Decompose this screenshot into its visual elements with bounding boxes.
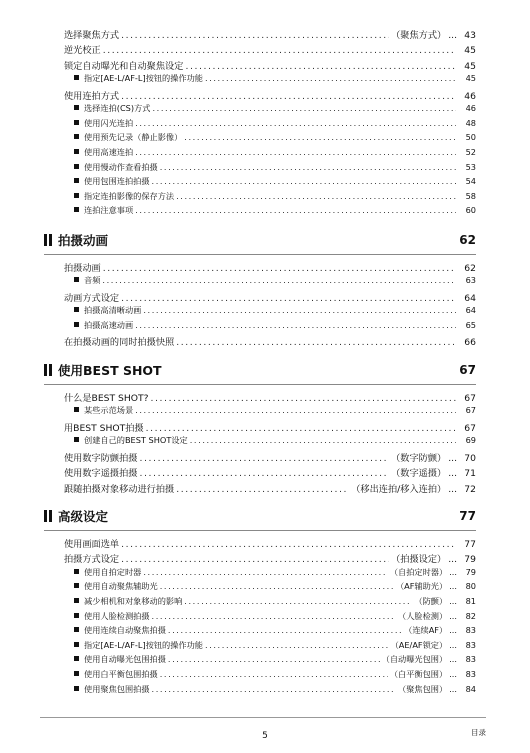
square-bullet-icon bbox=[74, 642, 79, 647]
toc-entry-page: 58 bbox=[465, 190, 476, 201]
section-header-best-shot[interactable] bbox=[44, 356, 476, 385]
dot-leader bbox=[143, 305, 456, 315]
toc-entry-label: 使用数字防颤拍摄 bbox=[64, 452, 138, 464]
toc-entry-page: 48 bbox=[465, 117, 476, 128]
dot-leader-short: ... bbox=[449, 683, 457, 694]
toc-entry-note: （人脸检测） bbox=[398, 610, 448, 621]
dot-leader-short: ... bbox=[449, 595, 457, 606]
toc-entry-page: 84 bbox=[465, 683, 476, 694]
square-bullet-icon bbox=[74, 134, 79, 139]
dot-leader-short: ... bbox=[449, 654, 457, 665]
toc-entry-page: 83 bbox=[465, 639, 476, 650]
toc-entry-label: 指定连拍影像的保存方法 bbox=[84, 190, 175, 201]
square-bullet-icon bbox=[74, 193, 79, 198]
toc-entry[interactable] bbox=[44, 162, 476, 177]
toc-entry-label: 使用连续自动聚焦拍摄 bbox=[84, 625, 166, 636]
toc-entry[interactable] bbox=[44, 118, 476, 133]
dot-leader bbox=[184, 596, 412, 606]
dot-leader-short: ... bbox=[449, 566, 457, 577]
square-bullet-icon bbox=[74, 322, 79, 327]
dot-leader-short: ... bbox=[448, 483, 457, 495]
toc-entry-page: 65 bbox=[465, 319, 476, 330]
toc-entry-label: 动画方式设定 bbox=[64, 292, 120, 304]
page-number: 5 bbox=[262, 731, 268, 741]
dot-leader bbox=[121, 554, 389, 565]
toc-entry-note: （白平衡包围） bbox=[389, 668, 448, 679]
toc-entry-page: 62 bbox=[464, 262, 476, 274]
toc-entry-label: 选择聚焦方式 bbox=[64, 30, 120, 41]
dot-leader bbox=[103, 45, 456, 56]
toc-entry-label: 使用慢动作查看拍摄 bbox=[84, 161, 158, 172]
footer-divider bbox=[40, 717, 486, 718]
square-bullet-icon bbox=[74, 105, 79, 110]
toc-entry-page: 66 bbox=[464, 337, 476, 349]
toc-entry-label: 使用自动曝光包围拍摄 bbox=[84, 654, 166, 665]
toc-entry-note: （自拍定时器） bbox=[389, 566, 448, 577]
toc-group-movie bbox=[44, 260, 476, 350]
dot-leader bbox=[151, 393, 457, 404]
dot-leader-short: ... bbox=[449, 668, 457, 679]
toc-entry-page: 52 bbox=[465, 146, 476, 157]
toc-entry[interactable] bbox=[44, 669, 476, 684]
toc-entry-label: 使用白平衡包围拍摄 bbox=[84, 668, 158, 679]
toc-entry-page: 64 bbox=[465, 305, 476, 316]
dot-leader bbox=[160, 581, 394, 591]
section-title: 使用BEST SHOT bbox=[58, 362, 162, 378]
toc-entry-page: 79 bbox=[465, 566, 476, 577]
toc-entry-note: （移出连拍/移入连拍） bbox=[351, 483, 447, 495]
dot-leader bbox=[185, 61, 456, 72]
toc-entry[interactable] bbox=[44, 625, 476, 640]
toc-group-advanced bbox=[44, 536, 476, 698]
toc-entry[interactable] bbox=[44, 88, 476, 103]
square-bullet-icon bbox=[74, 686, 79, 691]
dot-leader bbox=[168, 625, 402, 635]
toc-entry-page: 71 bbox=[464, 468, 476, 480]
section-marker-icon bbox=[49, 364, 52, 376]
toc-entry-note: （防颤） bbox=[414, 595, 448, 606]
toc-entry-label: 连拍注意事项 bbox=[84, 205, 134, 216]
square-bullet-icon bbox=[74, 307, 79, 312]
square-bullet-icon bbox=[74, 407, 79, 412]
dot-leader bbox=[152, 611, 397, 621]
toc-entry-page: 72 bbox=[464, 483, 476, 495]
toc-entry-page: 70 bbox=[464, 452, 476, 464]
toc-entry[interactable] bbox=[44, 27, 476, 42]
toc-entry-note: （连续AF） bbox=[404, 625, 448, 636]
toc-entry-label: 使用包围连拍拍摄 bbox=[84, 176, 150, 187]
toc-entry-page: 67 bbox=[465, 405, 476, 416]
section-page: 67 bbox=[459, 362, 476, 377]
toc-entry-label: 逆光校正 bbox=[64, 45, 101, 57]
toc-entry-label: 在拍摄动画的同时拍摄快照 bbox=[64, 337, 175, 349]
square-bullet-icon bbox=[74, 75, 79, 80]
dot-leader bbox=[121, 91, 456, 102]
toc-entry-page: 53 bbox=[465, 161, 476, 172]
dot-leader bbox=[152, 103, 456, 113]
dot-leader bbox=[121, 30, 389, 41]
section-marker-icon bbox=[49, 234, 52, 246]
toc-entry-label: 什么是BEST SHOT? bbox=[64, 392, 149, 404]
toc-entry-page: 82 bbox=[465, 610, 476, 621]
toc-entry-label: 跟随拍摄对象移动进行拍摄 bbox=[64, 483, 175, 495]
dot-leader bbox=[103, 263, 456, 274]
toc-entry-note: （拍摄设定） bbox=[391, 554, 447, 566]
square-bullet-icon bbox=[74, 164, 79, 169]
dot-leader bbox=[190, 435, 456, 445]
dot-leader bbox=[176, 191, 456, 201]
toc-entry[interactable] bbox=[44, 176, 476, 191]
section-title: 拍摄动画 bbox=[58, 232, 109, 248]
toc-entry[interactable] bbox=[44, 58, 476, 73]
toc-entry-label: 使用画面选单 bbox=[64, 539, 120, 550]
dot-leader-short: ... bbox=[449, 610, 457, 621]
dot-leader bbox=[205, 640, 389, 650]
dot-leader bbox=[135, 147, 456, 157]
section-title: 高级设定 bbox=[58, 509, 109, 524]
toc-entry[interactable] bbox=[44, 481, 476, 496]
dot-leader bbox=[160, 162, 456, 172]
toc-entry-label: 使用人脸检测拍摄 bbox=[84, 610, 150, 621]
square-bullet-icon bbox=[74, 149, 79, 154]
table-of-contents bbox=[44, 27, 476, 698]
toc-entry[interactable] bbox=[44, 334, 476, 349]
toc-entry-page: 83 bbox=[465, 625, 476, 636]
toc-entry[interactable] bbox=[44, 435, 476, 450]
toc-entry-label: 指定[AE-L/AF-L]按钮的操作功能 bbox=[84, 73, 203, 84]
dot-leader bbox=[121, 539, 456, 550]
dot-leader bbox=[135, 118, 456, 128]
toc-entry-page: 43 bbox=[464, 30, 476, 41]
toc-entry[interactable] bbox=[44, 450, 476, 465]
square-bullet-icon bbox=[74, 583, 79, 588]
dot-leader bbox=[176, 484, 349, 495]
toc-entry[interactable] bbox=[44, 290, 476, 305]
toc-entry-label: 使用自动聚焦辅助光 bbox=[84, 581, 158, 592]
toc-entry[interactable] bbox=[44, 465, 476, 480]
toc-entry-page: 60 bbox=[465, 205, 476, 216]
toc-entry-label: 指定[AE-L/AF-L]按钮的操作功能 bbox=[84, 639, 203, 650]
square-bullet-icon bbox=[74, 277, 79, 282]
dot-leader bbox=[160, 669, 388, 679]
square-bullet-icon bbox=[74, 627, 79, 632]
section-marker-icon bbox=[44, 510, 47, 522]
toc-entry-page: 45 bbox=[465, 73, 476, 84]
dot-leader bbox=[140, 453, 390, 464]
toc-entry[interactable] bbox=[44, 596, 476, 611]
toc-entry-page: 67 bbox=[464, 422, 476, 434]
toc-entry[interactable] bbox=[44, 305, 476, 320]
dot-leader bbox=[135, 405, 456, 415]
toc-entry-label: 选择连拍(CS)方式 bbox=[84, 103, 151, 114]
toc-entry[interactable] bbox=[44, 567, 476, 582]
toc-entry[interactable] bbox=[44, 132, 476, 147]
dot-leader-short: ... bbox=[448, 452, 457, 464]
square-bullet-icon bbox=[74, 613, 79, 618]
toc-entry-label: 音频 bbox=[84, 275, 101, 286]
toc-entry-page: 80 bbox=[465, 581, 476, 592]
toc-entry-page: 46 bbox=[465, 103, 476, 114]
section-page: 77 bbox=[459, 509, 476, 523]
square-bullet-icon bbox=[74, 569, 79, 574]
toc-entry[interactable] bbox=[44, 320, 476, 335]
square-bullet-icon bbox=[74, 207, 79, 212]
dot-leader bbox=[168, 654, 380, 664]
dot-leader bbox=[135, 320, 456, 330]
toc-entry-label: 拍摄方式设定 bbox=[64, 554, 120, 566]
toc-entry-label: 减少相机和对象移动的影响 bbox=[84, 595, 183, 606]
toc-entry-label: 用BEST SHOT拍摄 bbox=[64, 422, 144, 434]
toc-entry-page: 54 bbox=[465, 176, 476, 187]
toc-entry[interactable] bbox=[44, 684, 476, 699]
toc-entry[interactable] bbox=[44, 205, 476, 220]
toc-entry-label: 使用预先记录（静止影像） bbox=[84, 132, 183, 143]
toc-group-best-shot bbox=[44, 390, 476, 496]
section-marker-icon bbox=[49, 510, 52, 522]
dot-leader-short: ... bbox=[449, 639, 457, 650]
toc-entry-note: （数字防颤） bbox=[391, 452, 447, 464]
dot-leader bbox=[184, 132, 456, 142]
dot-leader bbox=[121, 293, 456, 304]
toc-entry-page: 83 bbox=[465, 668, 476, 679]
toc-entry-note: （AF辅助光） bbox=[395, 581, 448, 592]
square-bullet-icon bbox=[74, 656, 79, 661]
toc-entry-page: 64 bbox=[464, 292, 476, 304]
toc-entry[interactable] bbox=[44, 581, 476, 596]
toc-entry-note: （数字遥摄） bbox=[391, 468, 447, 480]
toc-entry[interactable] bbox=[44, 551, 476, 566]
toc-entry[interactable] bbox=[44, 611, 476, 626]
toc-entry-page: 77 bbox=[464, 539, 476, 550]
dot-leader bbox=[146, 423, 456, 434]
toc-entry-label: 某些示范场景 bbox=[84, 405, 134, 416]
toc-entry-note: （聚焦方式） bbox=[391, 30, 447, 41]
toc-entry[interactable] bbox=[44, 73, 476, 88]
section-header-movie[interactable] bbox=[44, 226, 476, 255]
toc-entry[interactable] bbox=[44, 405, 476, 420]
toc-group-top bbox=[44, 27, 476, 220]
dot-leader bbox=[135, 205, 456, 215]
square-bullet-icon bbox=[74, 178, 79, 183]
dot-leader bbox=[152, 684, 397, 694]
toc-entry-note: （AE/AF锁定） bbox=[390, 639, 448, 650]
toc-entry[interactable] bbox=[44, 420, 476, 435]
toc-entry-label: 锁定自动曝光和自动聚焦设定 bbox=[64, 60, 184, 72]
toc-entry[interactable] bbox=[44, 260, 476, 275]
toc-entry-note: （聚焦包围） bbox=[398, 683, 448, 694]
toc-entry[interactable] bbox=[44, 275, 476, 290]
toc-entry[interactable] bbox=[44, 103, 476, 118]
dot-leader-short: ... bbox=[448, 30, 457, 41]
dot-leader-short: ... bbox=[449, 625, 457, 636]
toc-entry-page: 45 bbox=[464, 45, 476, 57]
toc-entry-page: 79 bbox=[464, 554, 476, 566]
toc-entry-page: 45 bbox=[464, 60, 476, 72]
toc-entry-label: 使用连拍方式 bbox=[64, 90, 120, 102]
square-bullet-icon bbox=[74, 598, 79, 603]
toc-entry-page: 81 bbox=[465, 595, 476, 606]
toc-entry-label: 使用数字遥摄拍摄 bbox=[64, 468, 138, 480]
toc-entry[interactable] bbox=[44, 147, 476, 162]
dot-leader bbox=[176, 337, 456, 348]
section-marker-icon bbox=[44, 364, 47, 376]
toc-entry-page: 83 bbox=[465, 654, 476, 665]
square-bullet-icon bbox=[74, 120, 79, 125]
toc-entry-label: 拍摄动画 bbox=[64, 262, 101, 274]
dot-leader bbox=[140, 468, 390, 479]
square-bullet-icon bbox=[74, 671, 79, 676]
square-bullet-icon bbox=[74, 437, 79, 442]
toc-entry-page: 67 bbox=[464, 392, 476, 404]
toc-entry[interactable] bbox=[44, 654, 476, 669]
toc-entry-page: 63 bbox=[465, 275, 476, 286]
toc-entry-label: 使用高速连拍 bbox=[84, 146, 134, 157]
toc-entry-page: 46 bbox=[464, 90, 476, 102]
dot-leader bbox=[205, 73, 456, 83]
toc-entry-page: 69 bbox=[465, 435, 476, 446]
toc-entry-label: 创建自己的BEST SHOT设定 bbox=[84, 435, 188, 446]
section-page: 62 bbox=[459, 232, 476, 247]
dot-leader bbox=[152, 176, 456, 186]
dot-leader-short: ... bbox=[448, 468, 457, 480]
toc-entry[interactable] bbox=[44, 42, 476, 57]
dot-leader-short: ... bbox=[449, 581, 457, 592]
toc-entry-note: （自动曝光包围） bbox=[381, 654, 448, 665]
toc-entry-label: 使用聚焦包围拍摄 bbox=[84, 683, 150, 694]
dot-leader-short: ... bbox=[448, 554, 457, 566]
toc-link[interactable]: 目录 bbox=[471, 728, 486, 737]
toc-entry[interactable] bbox=[44, 640, 476, 655]
toc-entry-label: 拍摄高速动画 bbox=[84, 319, 134, 330]
toc-entry-label: 拍摄高清晰动画 bbox=[84, 305, 142, 316]
toc-entry[interactable] bbox=[44, 536, 476, 551]
section-marker-icon bbox=[44, 234, 47, 246]
dot-leader bbox=[143, 567, 388, 577]
toc-entry-label: 使用闪光连拍 bbox=[84, 117, 134, 128]
section-header-advanced[interactable] bbox=[44, 502, 476, 531]
toc-entry[interactable] bbox=[44, 191, 476, 206]
toc-entry-label: 使用自拍定时器 bbox=[84, 566, 142, 577]
dot-leader bbox=[102, 275, 456, 285]
toc-entry-page: 50 bbox=[465, 132, 476, 143]
toc-entry[interactable] bbox=[44, 390, 476, 405]
